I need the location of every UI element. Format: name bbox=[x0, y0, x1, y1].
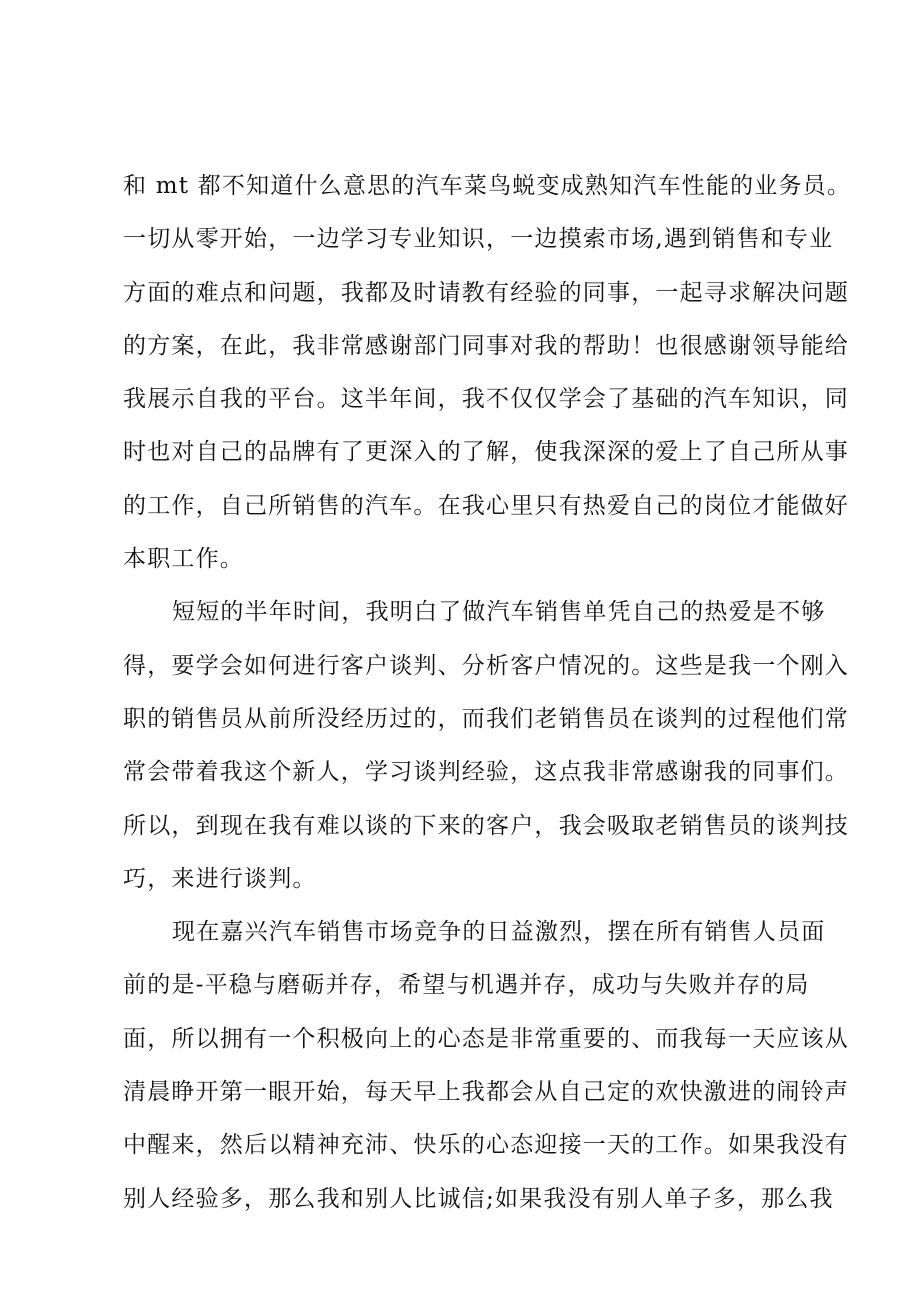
text-line: 本职工作。 bbox=[123, 546, 244, 573]
text-line: 方面的难点和问题，我都及时请教有经验的同事，一起寻求解决问题 bbox=[123, 279, 849, 306]
text-line: 的工作，自己所销售的汽车。在我心里只有热爱自己的岗位才能做好 bbox=[123, 492, 849, 519]
text-line: 中醒来，然后以精神充沛、快乐的心态迎接一天的工作。如果我没有 bbox=[123, 1132, 849, 1159]
text-line: 得，要学会如何进行客户谈判、分析客户情况的。这些是我一个刚入 bbox=[123, 652, 849, 679]
text-line: 我展示自我的平台。这半年间，我不仅仅学会了基础的汽车知识，同 bbox=[123, 386, 849, 413]
paragraph-first-line: 现在嘉兴汽车销售市场竞争的日益激烈，摆在所有销售人员面 bbox=[172, 919, 826, 946]
text-line: 所以，到现在我有难以谈的下来的客户，我会吸取老销售员的谈判技 bbox=[123, 812, 849, 839]
text-line: 一切从零开始，一边学习专业知识，一边摸索市场,遇到销售和专业 bbox=[123, 226, 834, 253]
text-line: 职的销售员从前所没经历过的，而我们老销售员在谈判的过程他们常 bbox=[123, 705, 849, 732]
body-text bbox=[123, 160, 852, 1226]
text-line: 清晨睁开第一眼开始，每天早上我都会从自己定的欢快激进的闹铃声 bbox=[123, 1079, 849, 1106]
text-line: 时也对自己的品牌有了更深入的了解，使我深深的爱上了自己所从事 bbox=[123, 439, 849, 466]
text-line: 前的是-平稳与磨砺并存，希望与机遇并存，成功与失败并存的局 bbox=[123, 972, 810, 999]
paragraph-first-line: 短短的半年时间，我明白了做汽车销售单凭自己的热爱是不够 bbox=[172, 599, 826, 626]
text-line: 和 mt 都不知道什么意思的汽车菜鸟蜕变成熟知汽车性能的业务员。 bbox=[123, 173, 852, 199]
text-line: 别人经验多，那么我和别人比诚信;如果我没有别人单子多，那么我 bbox=[123, 1185, 834, 1212]
text-line: 面，所以拥有一个积极向上的心态是非常重要的、而我每一天应该从 bbox=[123, 1025, 849, 1052]
text-line: 巧，来进行谈判。 bbox=[123, 865, 317, 892]
text-line: 常会带着我这个新人，学习谈判经验，这点我非常感谢我的同事们。 bbox=[123, 759, 849, 786]
text-line: 的方案，在此，我非常感谢部门同事对我的帮助！也很感谢领导能给 bbox=[123, 332, 849, 359]
